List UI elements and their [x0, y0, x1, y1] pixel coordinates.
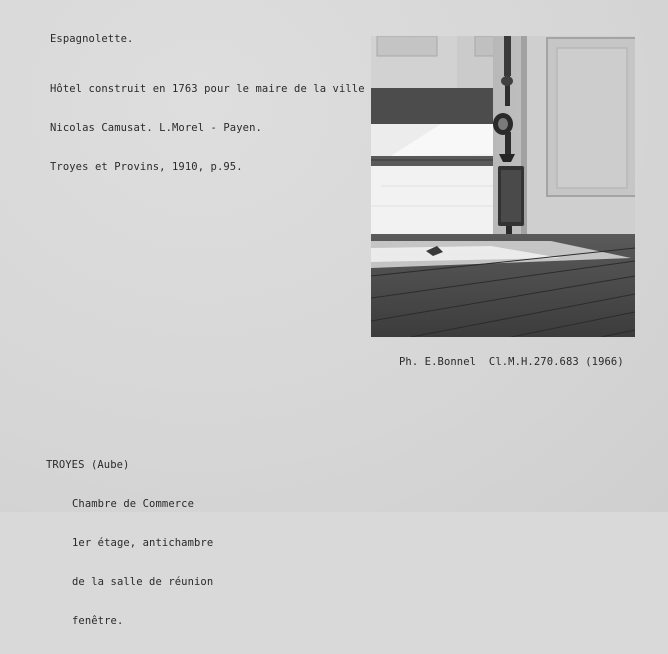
description-line-3: Troyes et Provins, 1910, p.95.: [50, 161, 243, 173]
photo-credit: Ph. E.Bonnel Cl.M.H.270.683 (1966): [399, 356, 624, 368]
location-line-3: de la salle de réunion: [72, 576, 214, 588]
location-line-1: Chambre de Commerce: [72, 498, 195, 510]
description-line-1: Hôtel construit en 1763 pour le maire de la ville: [50, 83, 365, 95]
photo-espagnolette-image: [371, 36, 635, 337]
card-title: Espagnolette.: [50, 33, 134, 45]
description-line-2: Nicolas Camusat. L.Morel - Payen.: [50, 122, 262, 134]
location-line-2: 1er étage, antichambre: [72, 537, 214, 549]
card-description: [50, 57, 365, 200]
location-line-4: fenêtre.: [72, 615, 124, 627]
photograph: [371, 36, 635, 337]
location-block: [46, 433, 213, 654]
location-city: TROYES (Aube): [46, 459, 130, 471]
